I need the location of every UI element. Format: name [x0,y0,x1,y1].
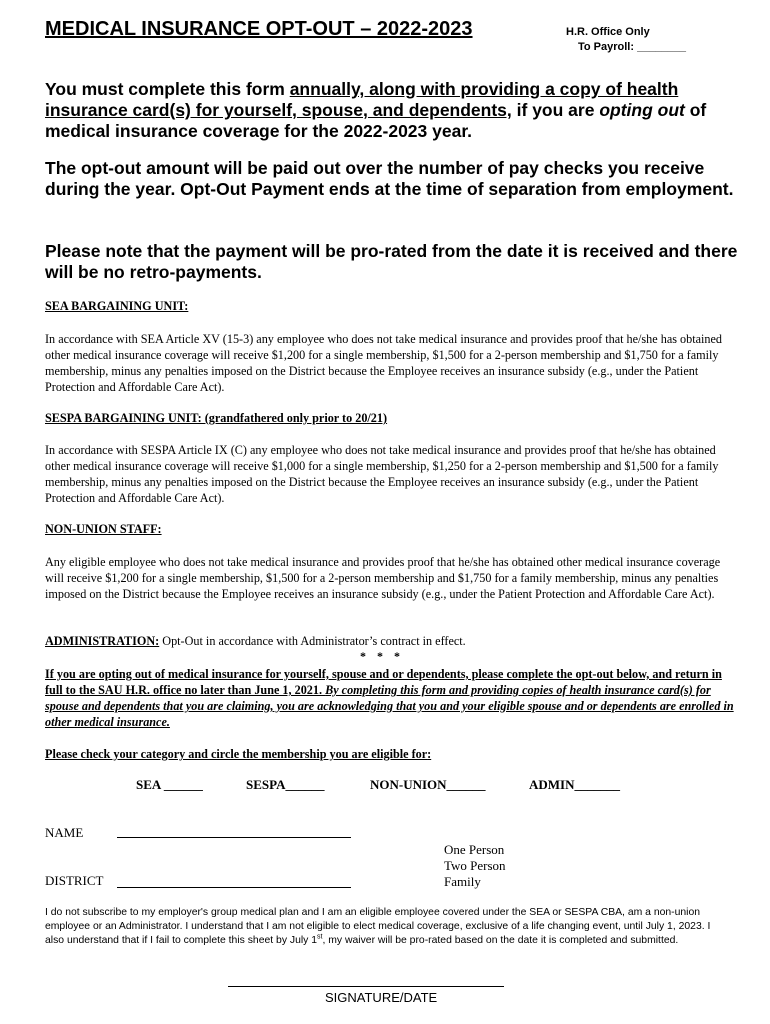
hr-office-only-label: H.R. Office Only [566,26,650,38]
sea-section-text: In accordance with SEA Article XV (15-3) any employee who does not take medical insurance and provides proof that he/she has obtained other medical insurance coverage will receive $1,200 for a single membership, $1,500 for a 2-person membership and $1,750 for a family membership, minus any penalties imposed on the District because the Employee receives an insurance subsidy (e.g., under the Patient Protection and Affordable Care Act). [45,332,722,394]
name-label: NAME [45,825,84,840]
intro-paragraph [45,79,745,142]
opt-out-instructions [45,666,735,730]
sespa-section-text: In accordance with SESPA Article IX (C) any employee who does not take medical insurance and provides proof that he/she has obtained other medical insurance coverage will receive $1,000 for a single membership, $1,250 for a 2-person membership and $1,500 for a family membership, minus any penalties imposed on the District because the Employee receives an insurance subsidy (e.g., under the Patient Protection and Affordable Care Act). [45,443,719,505]
membership-option-two-person[interactable]: Two Person [444,858,506,873]
prorate-notice: Please note that the payment will be pro-rated from the date it is received and there will be no retro-payments. [45,241,738,282]
signature-field[interactable] [228,986,504,987]
nonunion-section-text: Any eligible employee who does not take medical insurance and provides proof that he/she has obtained other medical insurance coverage will receive $1,200 for a single membership, $1,500 for a 2-person membership and $1,750 for a family membership, minus any penalties imposed on the District because the Employee receives an insurance subsidy (e.g., under the Patient Protection and Affordable Care Act). [45,555,721,601]
category-sea-checkbox[interactable]: SEA ______ [136,777,203,792]
certification-text-1: I do not subscribe to my employer's group medical plan and I am an eligible employee covered under the SEA or SESPA CBA, am a non-union employee or an Administrator. I understand that I am not eligible to elect medical coverage, exclusive of a life changing event, until July 1, 2023. I also understand that if I fail to complete this sheet by July 1 [45,907,711,946]
to-payroll-field: To Payroll: ________ [578,41,687,53]
certification-superscript: st [317,933,323,941]
category-nonunion-checkbox[interactable]: NON-UNION______ [370,777,486,792]
section-separator: * * * [360,649,404,663]
intro-text-1: You must complete this form [45,79,290,99]
administration-section [45,633,735,649]
certification-statement [45,906,730,948]
intro-emphasis-text: opting out [599,100,685,120]
signature-date-label: SIGNATURE/DATE [325,990,438,1005]
nonunion-section-heading: NON-UNION STAFF: [45,522,162,536]
category-prompt [45,746,735,762]
administration-section-heading: ADMINISTRATION: [45,634,160,648]
category-sespa-checkbox[interactable]: SESPA______ [246,777,325,792]
administration-section-text: Opt-Out in accordance with Administrator’s contract in effect. [159,634,466,648]
intro-text-2: if you are [511,100,600,120]
intro-text-3: of medical insurance coverage for the 2022-2023 year. [45,100,707,141]
sea-section-heading: SEA BARGAINING UNIT: [45,299,189,313]
intro-underlined-text: annually, along with providing a copy of health insurance card(s) for yourself, spouse, and dependents, [45,79,679,120]
opt-out-instructions-text: If you are opting out of medical insurance for yourself, spouse and or dependents, please complete the opt-out below, and return in full to the SAU H.R. office no later than June 1, 2021. [45,667,722,697]
category-admin-checkbox[interactable]: ADMIN_______ [529,777,620,792]
payout-notice: The opt-out amount will be paid out over the number of pay checks you receive during the year. Opt-Out Payment ends at the time of separation from employment. [45,158,734,199]
category-prompt-colon: : [427,747,432,761]
document-title: MEDICAL INSURANCE OPT-OUT – 2022-2023 [45,18,473,40]
certification-text-2: , my waiver will be pro-rated based on the date it is completed and submitted. [322,935,679,946]
name-field[interactable] [117,837,351,838]
opt-out-acknowledgement-text: By completing this form and providing copies of health insurance card(s) for spouse and dependents that you are claiming, you are acknowledging that you and your eligible spouse and or dependents are enrolled in other medical insurance. [45,683,734,729]
membership-option-one-person[interactable]: One Person [444,842,505,857]
membership-option-family[interactable]: Family [444,874,481,889]
district-field[interactable] [117,887,351,888]
district-label: DISTRICT [45,873,104,888]
category-prompt-text: Please check your category and circle the membership you are eligible for [45,747,428,761]
sespa-section-heading: SESPA BARGAINING UNIT: (grandfathered only prior to 20/21) [45,411,388,425]
